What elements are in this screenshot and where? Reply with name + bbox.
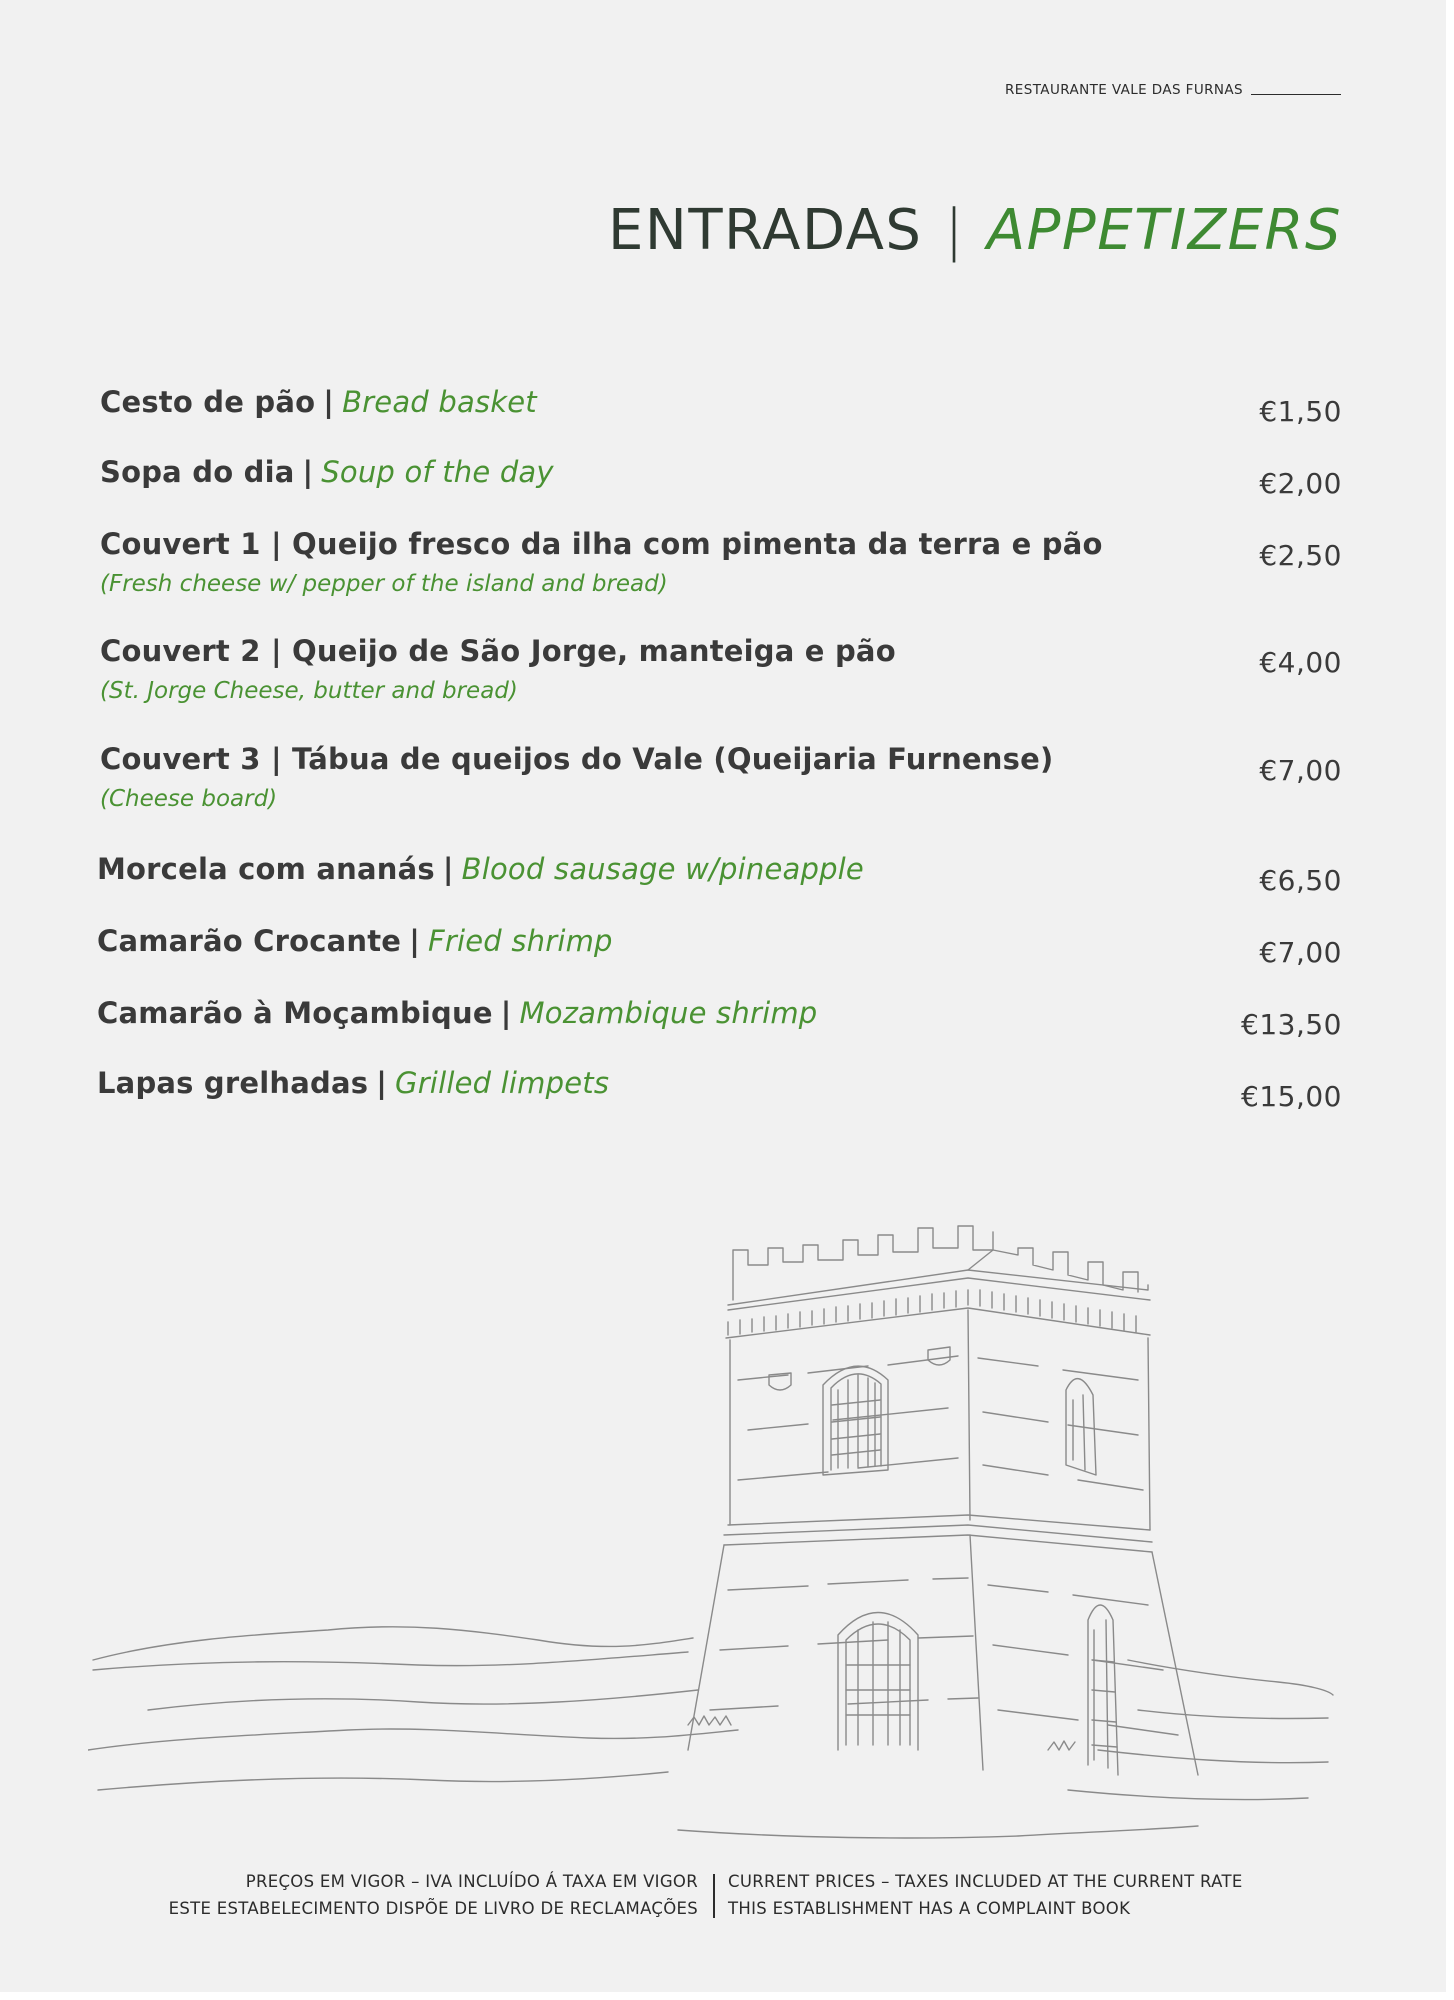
title-portuguese: ENTRADAS [608,198,923,263]
item-price: €2,50 [1259,539,1342,572]
item-separator: | [409,924,420,958]
footer-english [728,1868,1243,1922]
menu-item [0,527,1454,607]
item-separator: | [442,852,454,886]
item-name-pt: Morcela com ananás [97,852,435,886]
menu-item [0,924,1454,1004]
item-name-pt: Cesto de pão [100,385,316,419]
item-name-pt: Couvert 3 | Tábua de queijos do Vale (Queijaria Furnense) [100,742,1054,776]
item-name-en: Bread basket [342,385,537,419]
item-name-en: Blood sausage w/pineapple [461,852,864,886]
item-name-en: Mozambique shrimp [519,996,818,1030]
item-name-en: Fried shrimp [427,924,613,958]
scan-edge-bottom [0,1992,1454,2000]
item-name-pt: Couvert 1 | Queijo fresco da ilha com pimenta da terra e pão [100,527,1103,561]
footer-portuguese [169,1868,698,1922]
item-price: €13,50 [1241,1008,1342,1041]
item-note-en: (Cheese board) [100,786,278,812]
item-note-en: (Fresh cheese w/ pepper of the island and bread) [100,571,668,597]
item-name-pt: Camarão Crocante [97,924,402,958]
item-name-en: Soup of the day [321,455,554,489]
item-price: €7,00 [1259,754,1342,787]
item-price: €2,00 [1259,467,1342,500]
footer-divider [713,1874,715,1918]
menu-item [0,385,1454,465]
restaurant-name: RESTAURANTE VALE DAS FURNAS [1005,82,1243,98]
signature-rule [1251,94,1341,95]
title-separator: | [944,198,965,263]
item-name-pt: Camarão à Moçambique [97,996,493,1030]
footer-pt-line1: PREÇOS EM VIGOR – IVA INCLUÍDO Á TAXA EM VIGOR [245,1872,698,1891]
item-name-pt: Sopa do dia [100,455,295,489]
item-price: €4,00 [1259,646,1342,679]
item-note-en: (St. Jorge Cheese, butter and bread) [100,678,518,704]
menu-item [0,634,1454,714]
item-separator: | [323,385,335,419]
item-price: €6,50 [1259,864,1342,897]
item-price: €7,00 [1259,936,1342,969]
tower-illustration [88,1190,1338,1850]
footer-en-line2: THIS ESTABLISHMENT HAS A COMPLAINT BOOK [728,1899,1131,1918]
item-separator: | [376,1066,388,1100]
menu-item [0,455,1454,535]
menu-item [0,1066,1454,1146]
item-separator: | [500,996,512,1030]
menu-item [0,852,1454,932]
restaurant-name-line [1005,82,1341,98]
item-separator: | [302,455,314,489]
footer-en-line1: CURRENT PRICES – TAXES INCLUDED AT THE CURRENT RATE [728,1872,1243,1891]
footer-pt-line2: ESTE ESTABELECIMENTO DISPÕE DE LIVRO DE RECLAMAÇÕES [168,1899,698,1918]
item-price: €15,00 [1241,1080,1342,1113]
page-title [608,198,1342,263]
title-english: APPETIZERS [986,198,1342,263]
item-name-pt: Lapas grelhadas [97,1066,369,1100]
item-name-en: Grilled limpets [395,1066,610,1100]
menu-item [0,742,1454,822]
item-name-pt: Couvert 2 | Queijo de São Jorge, manteiga e pão [100,634,896,668]
menu-item [0,996,1454,1076]
item-price: €1,50 [1259,395,1342,428]
scan-edge-right [1446,0,1454,2000]
